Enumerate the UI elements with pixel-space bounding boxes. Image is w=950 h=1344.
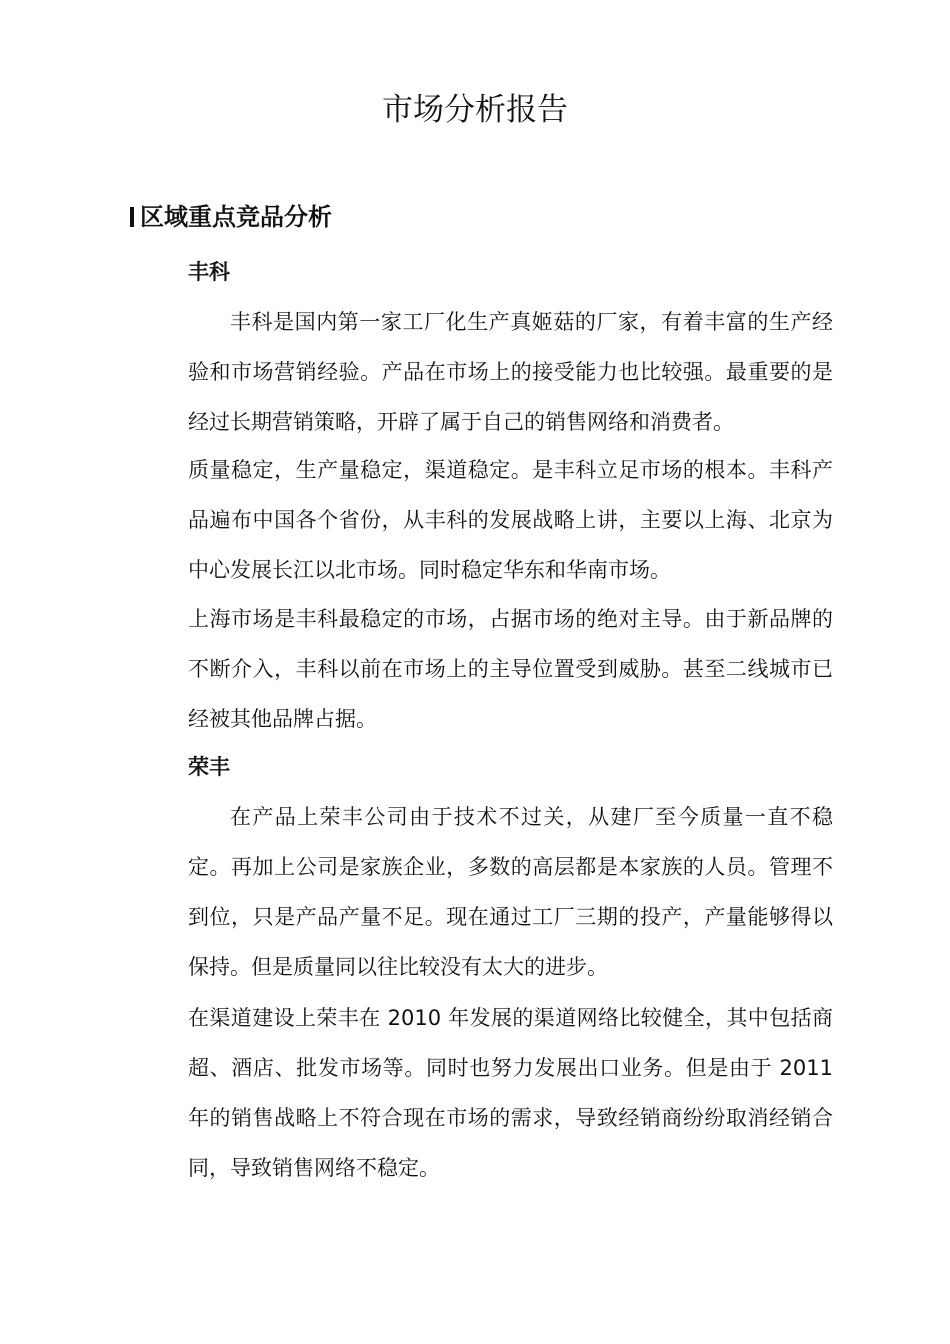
competitor-name-fengke: 丰科	[188, 260, 230, 284]
section-heading-text: 区域重点竞品分析	[140, 203, 332, 231]
paragraph: 在渠道建设上荣丰在 2010 年发展的渠道网络比较健全，其中包括商超、酒店、批发市场等。同时也努力发展出口业务。但是由于 2011年的销售战略上不符合现在市场的需求，导致经销商纷纷取消经销合同，导致销售网络不稳定。	[188, 1006, 833, 1180]
paragraph: 质量稳定，生产量稳定，渠道稳定。是丰科立足市场的根本。丰科产品遍布中国各个省份，从丰科的发展战略上讲，主要以上海、北京为中心发展长江以北市场。同时稳定华东和华南市场。	[188, 458, 833, 582]
paragraph: 上海市场是丰科最稳定的市场，占据市场的绝对主导。由于新品牌的不断介入，丰科以前在市场上的主导位置受到威胁。甚至二线城市已经被其他品牌占据。	[188, 607, 833, 731]
paragraph: 在产品上荣丰公司由于技术不过关，从建厂至今质量一直不稳定。再加上公司是家族企业，多数的高层都是本家族的人员。管理不到位，只是产品产量不足。现在通过工厂三期的投产，产量能够得以保持。但是质量同以往比较没有太大的进步。	[188, 805, 833, 979]
heading-bullet-icon	[130, 207, 134, 227]
section-heading	[130, 197, 332, 237]
competitor-name-rongfeng: 荣丰	[188, 755, 230, 779]
document-title: 市场分析报告	[382, 92, 568, 128]
paragraph: 丰科是国内第一家工厂化生产真姬菇的厂家，有着丰富的生产经验和市场营销经验。产品在市场上的接受能力也比较强。最重要的是经过长期营销策略，开辟了属于自己的销售网络和消费者。	[188, 310, 833, 434]
